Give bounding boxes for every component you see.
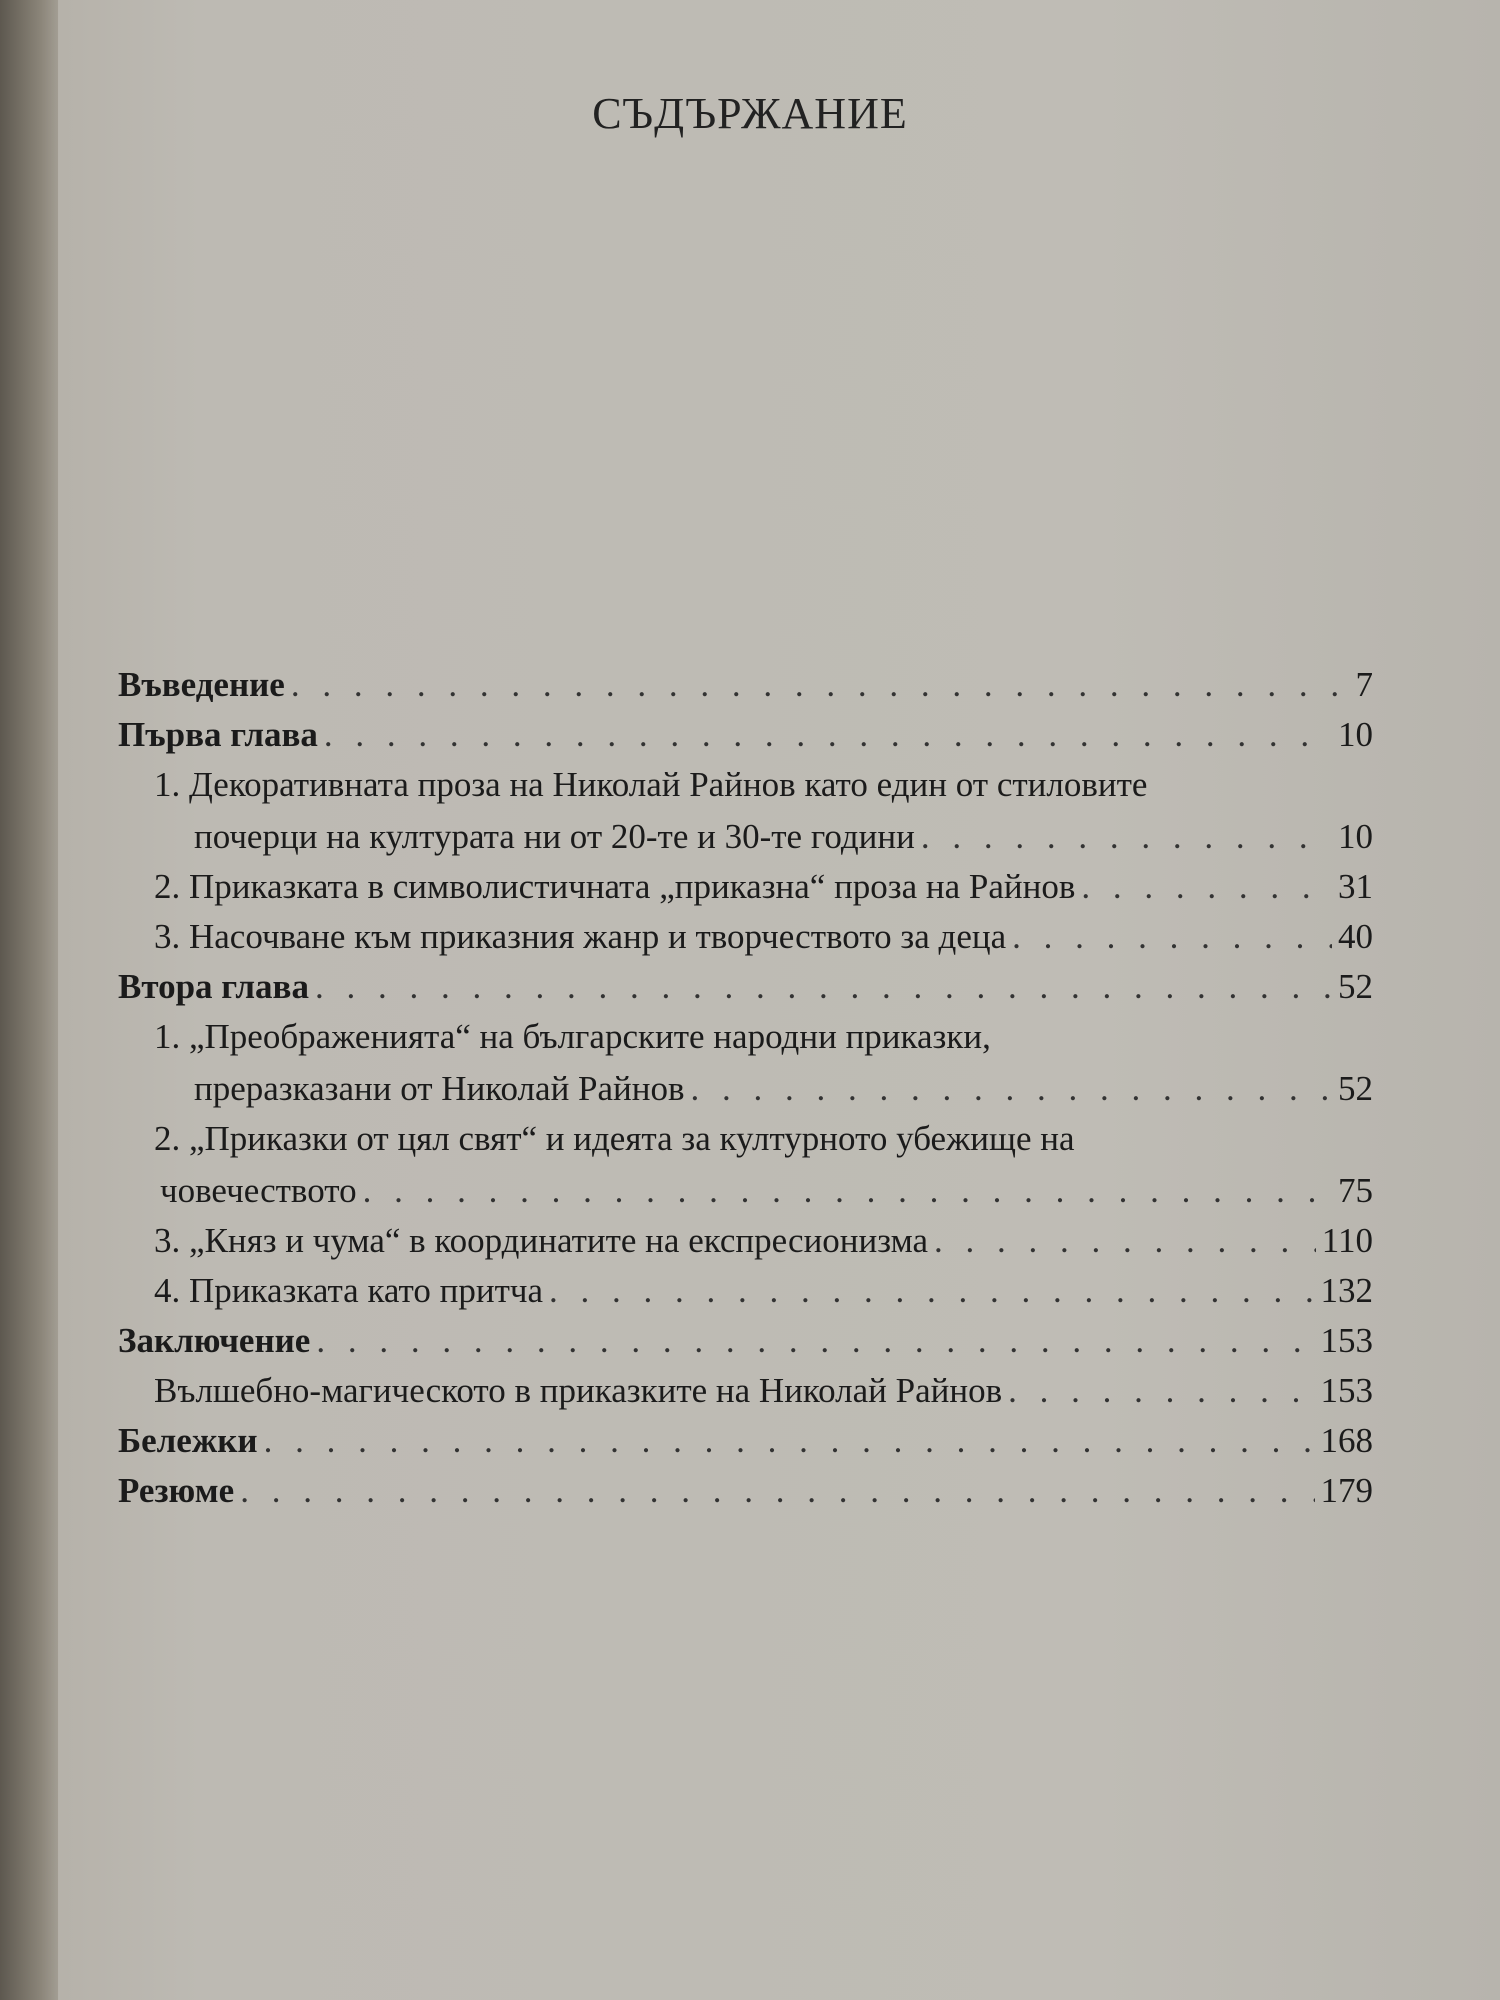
toc-entry-label: 2. „Приказки от цял свят“ и идеята за културното убежище на [154,1119,1075,1158]
book-spine-gutter [0,0,58,2000]
toc-entry-section-2-4[interactable] [118,1266,1373,1316]
toc-entry-label: 2. Приказката в символистичната „приказна“ проза на Райнов [154,867,1076,906]
dot-leader [264,1416,1315,1466]
toc-entry-label: 1. „Преображенията“ на българските народни приказки, [154,1017,991,1056]
toc-entry-label: Втора глава [118,967,309,1006]
dot-leader [549,1266,1314,1316]
dot-leader [1081,862,1332,912]
toc-entry-summary[interactable] [118,1466,1373,1516]
dot-leader [291,660,1337,710]
toc-entry-label: Резюме [118,1471,235,1510]
toc-entry-label-continued: преразказани от Николай Райнов [194,1069,685,1108]
toc-entry-label: Вълшебно-магическото в приказките на Николай Райнов [154,1371,1003,1410]
page-title: СЪДЪРЖАНИЕ [592,89,908,138]
dot-leader [1012,912,1332,962]
toc-entry-conclusion[interactable] [118,1316,1373,1366]
dot-leader [316,1316,1314,1366]
toc-entry-section-2-1-line1[interactable] [118,1012,1373,1064]
dot-leader [1008,1366,1314,1416]
toc-entry-conclusion-section[interactable] [118,1366,1373,1416]
toc-entry-label: Първа глава [118,715,318,754]
toc-entry-label: 3. „Княз и чума“ в координатите на експресионизма [154,1221,929,1260]
dot-leader [324,710,1332,760]
table-of-contents [118,660,1373,1516]
toc-entry-chapter-one[interactable] [118,710,1373,760]
toc-entry-section-1-1-line1[interactable] [118,760,1373,812]
toc-entry-notes[interactable] [118,1416,1373,1466]
toc-entry-introduction[interactable] [118,660,1373,710]
toc-entry-label: Въведение [118,665,285,704]
dot-leader [315,962,1332,1012]
toc-entry-label: 1. Декоративната проза на Николай Райнов като един от стиловите [154,765,1148,804]
toc-entry-page: 52 [1338,1069,1373,1108]
toc-entry-section-2-1-line2[interactable] [118,1064,1373,1114]
toc-entry-page: 52 [1338,967,1373,1006]
dot-leader [240,1466,1314,1516]
toc-entry-page: 7 [1355,665,1373,704]
toc-entry-label-continued: почерци на културата ни от 20-те и 30-те години [194,817,915,856]
toc-entry-page: 10 [1338,817,1373,856]
toc-entry-section-2-3[interactable] [118,1216,1373,1266]
toc-entry-page: 132 [1320,1271,1373,1310]
toc-entry-page: 31 [1338,867,1373,906]
toc-entry-label: Бележки [118,1421,258,1460]
dot-leader [691,1064,1332,1114]
toc-entry-page: 153 [1320,1321,1373,1360]
dot-leader [363,1166,1332,1216]
dot-leader [934,1216,1316,1266]
toc-entry-section-2-2-line2[interactable] [118,1166,1373,1216]
toc-entry-label: 3. Насочване към приказния жанр и творчеството за деца [154,917,1007,956]
toc-entry-page: 10 [1338,715,1373,754]
toc-entry-page: 75 [1338,1171,1373,1210]
toc-entry-page: 40 [1338,917,1373,956]
toc-entry-label-continued: човечеството [160,1171,357,1210]
toc-entry-page: 179 [1320,1471,1373,1510]
toc-entry-label: 4. Приказката като притча [154,1271,544,1310]
toc-entry-page: 153 [1320,1371,1373,1410]
dot-leader [921,812,1332,862]
toc-entry-page: 168 [1320,1421,1373,1460]
toc-entry-section-1-3[interactable] [118,912,1373,962]
toc-entry-chapter-two[interactable] [118,962,1373,1012]
toc-entry-label: Заключение [118,1321,311,1360]
toc-entry-section-2-2-line1[interactable] [118,1114,1373,1166]
toc-entry-page: 110 [1321,1221,1373,1260]
toc-entry-section-1-1-line2[interactable] [118,812,1373,862]
toc-entry-section-1-2[interactable] [118,862,1373,912]
